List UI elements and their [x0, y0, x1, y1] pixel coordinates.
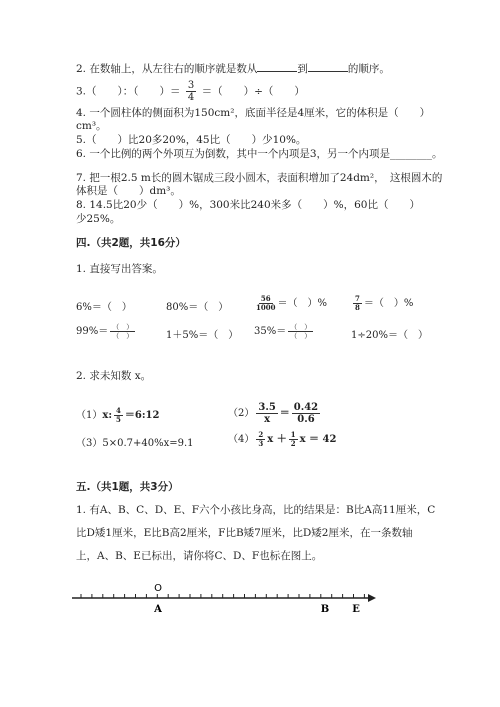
- equation-4: （4） $\frac{2}{3}$ x ＋ $\frac{1}{2}$ x ＝ 42: [228, 430, 337, 448]
- calc-80-percent: 80%＝（ ）: [166, 302, 229, 313]
- answer-blank[interactable]: [308, 61, 348, 72]
- question-7-line1: 7. 把一根2.5 m长的圆木锯成三段小圆木，表面积增加了24dm²， 这根圆木的: [76, 172, 443, 184]
- number-line: [70, 582, 380, 618]
- fraction: $\frac{3}{4}$: [187, 80, 195, 103]
- question-4-line2: cm³。: [76, 120, 107, 132]
- question-7-line2: 体积是（ ）dm³。: [76, 185, 181, 197]
- point-a-label: A: [154, 604, 162, 615]
- question-3: 3.（ ）：（ ）＝ $\frac{3}{4}$ ＝（ ）÷（ ）: [76, 80, 305, 103]
- question-4-line1: 4. 一个圆柱体的侧面积为150cm²，底面半径是4厘米，它的体积是（ ）: [76, 107, 431, 119]
- equation-3: （3）5×0.7+40%x=9.1: [76, 438, 194, 449]
- origin-label: O: [154, 583, 162, 594]
- calc-6-percent: 6%＝（ ）: [76, 302, 132, 313]
- answer-blank[interactable]: [257, 61, 297, 72]
- question-8-line1: 8. 14.5比20少（ ）%，300米比240米多（ ）%，60比（ ）: [76, 199, 420, 211]
- section-5-q1-line2: 比D矮1厘米，E比B高2厘米，F比B矮7厘米，比D矮2厘米，在一条数轴: [76, 527, 413, 539]
- calc-56-over-1000: $\frac{56}{1000}$ ＝（ ）%: [256, 294, 327, 312]
- calc-1-plus-5-percent: 1＋5%＝（ ）: [166, 330, 239, 341]
- section-5-q1-line3: 上，A、B、E已标出，请你将C、D、F也标在图上。: [76, 550, 323, 562]
- calc-35-percent: 35%＝ $\frac{( )}{( )}$: [254, 323, 312, 340]
- calc-99-percent: 99%＝ $\frac{( )}{( )}$: [76, 323, 134, 340]
- question-5: 5.（ ）比20多20%，45比（ ）少10%。: [76, 134, 307, 146]
- arrow-right-icon: [368, 594, 376, 602]
- point-e-label: E: [352, 604, 360, 615]
- section-4-q1-title: 1. 直接写出答案。: [76, 263, 163, 275]
- section-4-heading: 四.（共2题，共16分）: [76, 237, 186, 249]
- question-6: 6. 一个比例的两个外项互为倒数，其中一个内项是3，另一个内项是________。: [76, 148, 443, 160]
- section-5-q1-line1: 1. 有A、B、C、D、E、F六个小孩比身高，比的结果是：B比A高11厘米，C: [76, 504, 436, 516]
- question-8-line2: 少25%。: [76, 213, 121, 225]
- question-2: 2. 在数轴上，从左往右的顺序就是数从 到 的顺序。: [76, 63, 390, 75]
- section-4-q2-title: 2. 求未知数 x。: [76, 370, 152, 382]
- calc-1-div-20-percent: 1÷20%＝（ ）: [351, 330, 428, 341]
- section-5-heading: 五.（共1题，共3分）: [76, 481, 179, 493]
- equation-1: （1）x: $\frac{4}{5}$ ＝6:12: [76, 406, 160, 424]
- calc-7-over-8: $\frac{7}{8}$ ＝（ ）%: [355, 294, 414, 312]
- equation-2: （2） $\frac{3.5}{x}$ ＝ $\frac{0.42}{0.6}$: [228, 402, 319, 425]
- point-b-label: B: [320, 604, 330, 615]
